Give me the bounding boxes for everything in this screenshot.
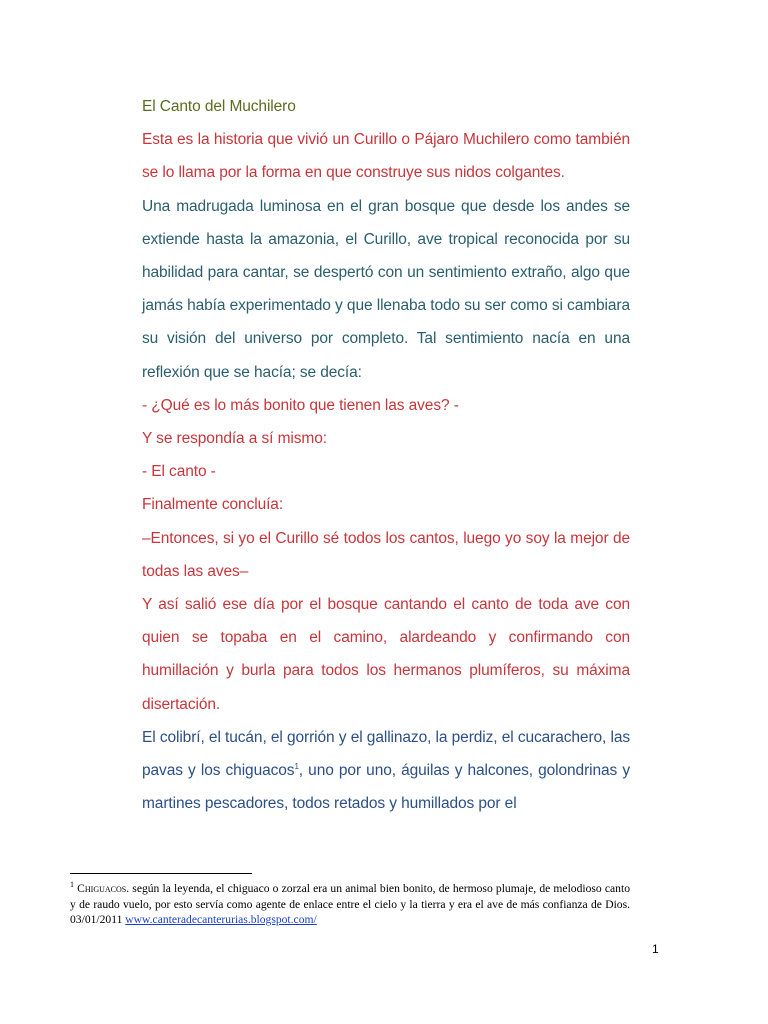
paragraph-answer-intro: Y se respondía a sí mismo: bbox=[142, 430, 327, 448]
paragraph-4 bbox=[142, 721, 630, 821]
footnote bbox=[70, 881, 630, 928]
footnote-reference[interactable]: 1 bbox=[294, 761, 299, 771]
paragraph-conclusion-intro: Finalmente concluía: bbox=[142, 496, 284, 514]
footnote-term: Chiguacos. bbox=[77, 882, 130, 895]
paragraph-4-before: El colibrí, el tucán, el gorrión y el gallinazo, la perdiz, el cucarachero, las pavas y los chiguacos bbox=[142, 728, 630, 780]
dialogue-answer: - El canto - bbox=[142, 463, 216, 481]
dialogue-question: - ¿Qué es lo más bonito que tienen las aves? - bbox=[142, 396, 459, 414]
paragraph-4-after: , uno por uno, águilas y halcones, golondrinas y martines pescadores, todos retados y humillados por el bbox=[142, 762, 630, 813]
footnote-link[interactable]: www.canteradecanterurias.blogspot.com/ bbox=[125, 913, 317, 926]
footnote-marker: 1 bbox=[70, 880, 74, 890]
page-number: 1 bbox=[652, 942, 659, 956]
paragraph-3: Y así salió ese día por el bosque cantando el canto de toda ave con quien se topaba en el camino, alardeando y confirmando con humillación y burla para todos los hermanos plumíferos, su máxima disertación. bbox=[142, 596, 630, 713]
dialogue-conclusion: –Entonces, si yo el Curillo sé todos los cantos, luego yo soy la mejor de todas las aves– bbox=[142, 529, 630, 580]
footnote-text: según la leyenda, el chiguaco o zorzal era un animal bien bonito, de hermoso plumaje, de melodioso canto y de raudo vuelo, por esto servía como agente de enlace entre el cielo y la tierra y era el ave de más confianza de Dios. 03/01/2011 bbox=[70, 882, 630, 926]
paragraph-2: Una madrugada luminosa en el gran bosque que desde los andes se extiende hasta la amazonia, el Curillo, ave tropical reconocida por su habilidad para cantar, se despertó con un sentimiento extraño, algo que jamás había experimentado y que llenaba todo su ser como si cambiara su visión del universo por completo. Tal sentimiento nacía en una reflexión que se hacía; se decía: bbox=[142, 197, 630, 381]
footnote-separator bbox=[70, 873, 252, 874]
document-title: El Canto del Muchilero bbox=[142, 98, 296, 115]
document-body bbox=[142, 90, 630, 820]
paragraph-1: Esta es la historia que vivió un Curillo o Pájaro Muchilero como también se lo llama por la forma en que construye sus nidos colgantes. bbox=[142, 131, 630, 182]
